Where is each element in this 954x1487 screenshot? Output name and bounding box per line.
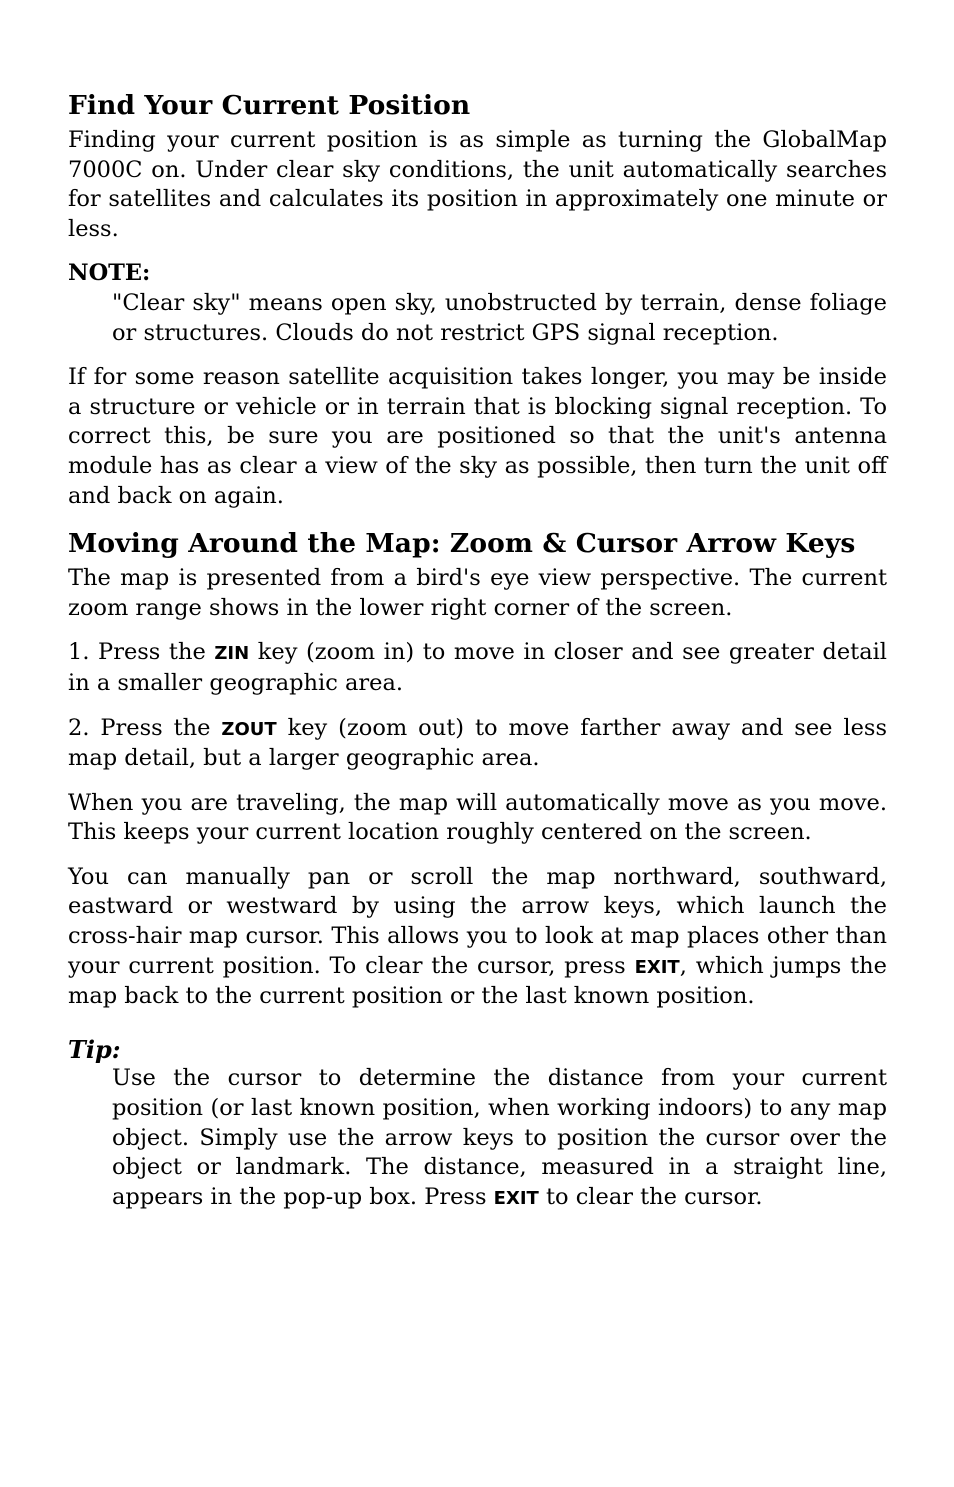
panning-post: , which jumps the map back to the current position or the last known position. [68,952,887,1010]
exit-key-label: EXIT [634,956,680,978]
step-zoom-out-pre: 2. Press the [68,714,222,741]
paragraph-panning [68,863,887,1012]
note-text: "Clear sky" means open sky, unobstructed by terrain, dense foliage or structures. Clouds do not restrict GPS signal reception. [112,289,887,346]
paragraph-find-position: Finding your current position is as simple as turning the GlobalMap 7000C on. Under clear sky conditions, the unit automatically searches for satellites and calculates its position in approximately one minute or less. [68,127,887,242]
paragraph-traveling: When you are traveling, the map will automatically move as you move. This keeps your current location roughly centered on the screen. [68,789,887,846]
step-zoom-out-post: key (zoom out) to move farther away and see less map detail, but a larger geographic area. [68,714,887,772]
tip-post: to clear the cursor. [538,1183,763,1210]
paragraph-satellite-acquisition: If for some reason satellite acquisition takes longer, you may be inside a structure or vehicle or in terrain that is blocking signal reception. To correct this, be sure you are positioned so that the unit's antenna module has as clear a view of the sky as possible, then turn the unit off and back on again. [68,364,887,509]
zout-key-label: ZOUT [221,718,277,740]
tip-exit-key-label: EXIT [493,1187,539,1209]
tip-label: Tip: [68,1034,121,1064]
panning-pre: You can manually pan or scroll the map northward, southward, eastward or westward by using the arrow keys, which launch the cross-hair map cursor. This allows you to look at map places other than your current position. To clear the cursor, press [68,863,887,979]
tip-text [112,1064,887,1213]
step-zoom-in-post: key (zoom in) to move in closer and see greater detail in a smaller geographic area. [68,639,887,696]
tip-pre: Use the cursor to determine the distance from your current position (or last known position, when working indoors) to any map object. Simply use the arrow keys to position the cursor over the object or landmark. The distance, measured in a straight line, appears in the pop-up box. Press [112,1065,887,1210]
zin-key-label: ZIN [214,643,250,665]
paragraph-map-perspective: The map is presented from a bird's eye view perspective. The current zoom range shows in the lower right corner of the screen. [68,565,887,621]
manual-page [68,88,887,1228]
step-zoom-out [68,714,887,774]
step-zoom-in [68,638,887,698]
section-heading-moving-map: Moving Around the Map: Zoom & Cursor Arrow Keys [68,528,856,560]
step-zoom-in-pre: 1. Press the [68,639,215,666]
note-label: NOTE: [68,260,151,287]
section-heading-find-position: Find Your Current Position [68,90,471,121]
